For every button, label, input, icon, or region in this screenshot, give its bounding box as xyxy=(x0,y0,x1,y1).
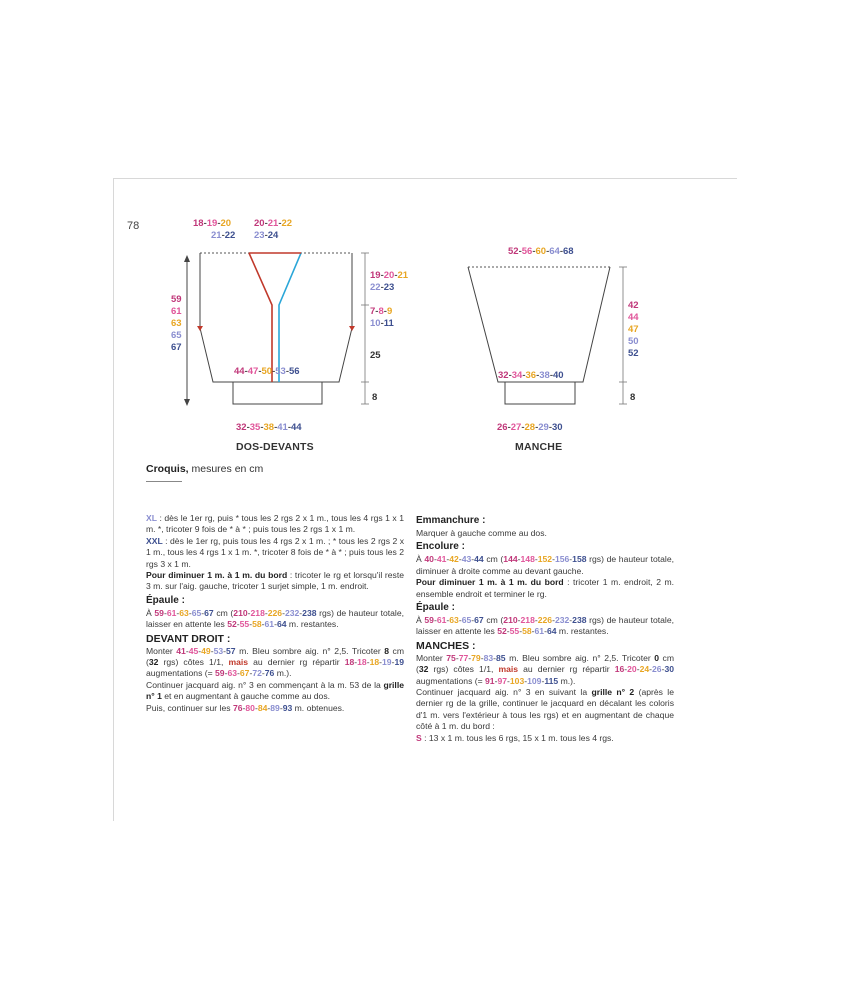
neckline-blue xyxy=(279,253,301,382)
shoulder-heading-right: Épaule : xyxy=(416,602,455,614)
decrease-paragraph: Pour diminuer 1 m. à 1 m. du bord : tricoter le rg et lorsqu'il reste 3 m. sur l'aig. gauche, tricoter 1 surjet simple, 1 m. endroit. xyxy=(146,570,404,592)
armhole-marker-left xyxy=(197,326,203,331)
sleeves-jacquard: Continuer jacquard aig. n° 3 en suivant la grille n° 2 (après le dernier rg de la grille, continuer le jacquard en décalant les coloris d'1 m. vers l'extérieur à tous les rgs) et en augmentant de chaque côté à 1 m. du bord : xyxy=(416,687,674,732)
label-top-left-b: 21-22 xyxy=(211,230,236,241)
sketch-caption: Croquis, mesures en cm xyxy=(146,463,264,475)
sleeve-height-xl: 50 xyxy=(628,336,639,347)
shoulder-heading: Épaule : xyxy=(146,594,185,606)
right-front-heading: DEVANT DROIT : xyxy=(146,632,231,645)
sleeve-height-l: 47 xyxy=(628,324,639,335)
body-outline xyxy=(200,253,352,404)
sleeve-schematic xyxy=(468,246,639,433)
neckline-red xyxy=(249,253,272,382)
label-bottom: 32-35-38-41-44 xyxy=(236,422,302,433)
back-front-schematic xyxy=(171,218,409,433)
height-l: 63 xyxy=(171,318,182,329)
label-cuff-top: 32-34-36-38-40 xyxy=(498,370,564,381)
label-top-right-a: 20-21-22 xyxy=(254,218,293,229)
decrease-paragraph-right: Pour diminuer 1 m. à 1 m. du bord : tricoter 1 m. endroit, 2 m. ensemble endroit et terminer le rg. xyxy=(416,577,675,599)
right-front-cast-on: Monter 41-45-49-53-57 m. Bleu sombre aig. n° 2,5. Tricoter 8 cm (32 rgs) côtes 1/1, mais au dernier rg répartir 18-18-18-19-19 augmentations (= 59-63-67-72-76 m.). xyxy=(146,645,405,679)
height-xl: 65 xyxy=(171,330,182,341)
armhole-marker-right xyxy=(349,326,355,331)
label-top-left-a: 18-19-20 xyxy=(193,218,232,229)
label-neck-b: 10-11 xyxy=(370,318,394,329)
label-armhole-a: 19-20-21 xyxy=(370,270,409,281)
label-sleeve-bottom: 26-27-28-29-30 xyxy=(497,422,563,433)
label-rib-height: 8 xyxy=(372,392,378,403)
sleeves-cast-on: Monter 75-77-79-83-85 m. Bleu sombre aig. n° 2,5. Tricoter 0 cm (32 rgs) côtes 1/1, mais au dernier rg répartir 16-20-24-26-30 augmentations (= 91-97-103-109-115 m.). xyxy=(416,652,675,686)
sleeves-heading: MANCHES : xyxy=(416,639,476,652)
height-m: 61 xyxy=(171,306,182,317)
label-chest: 44-47-50-53-56 xyxy=(234,366,300,377)
height-s: 59 xyxy=(171,294,182,305)
label-body-height: 25 xyxy=(370,350,381,361)
neckline-paragraph: À 40-41-42-43-44 cm (144-148-152-156-158 rgs) de hauteur totale, diminuer à droite comme au devant gauche. xyxy=(416,554,674,576)
right-column xyxy=(416,513,674,744)
sleeve-height-s: 42 xyxy=(628,300,639,311)
label-top-right-b: 23-24 xyxy=(254,230,279,241)
height-xxl: 67 xyxy=(171,342,182,353)
armhole-paragraph: Marquer à gauche comme au dos. xyxy=(416,528,547,538)
right-front-jacquard: Continuer jacquard aig. n° 3 en commençant à la m. 53 de la grille n° 1 et en augmentant à gauche comme au dos. xyxy=(146,679,404,702)
left-column xyxy=(146,513,404,714)
arrow-head-up xyxy=(184,255,190,262)
neckline-heading: Encolure : xyxy=(416,541,465,553)
sleeve-height-xxl: 52 xyxy=(628,348,639,359)
label-neck-a: 7-8-9 xyxy=(370,306,393,317)
label-sleeve-top: 52-56-60-64-68 xyxy=(508,246,574,257)
page-number: 78 xyxy=(127,220,140,232)
sleeve-outline xyxy=(468,267,610,404)
label-armhole-b: 22-23 xyxy=(370,282,395,293)
sleeve-rib-height: 8 xyxy=(630,392,636,403)
sleeve-title: MANCHE xyxy=(515,441,563,453)
shoulder-paragraph: À 59-61-63-65-67 cm (210-218-226-232-238 rgs) de hauteur totale, laisser en attente les 52-55-58-61-64 m. restantes. xyxy=(146,607,404,630)
right-front-continue: Puis, continuer sur les 76-80-84-89-93 m. obtenues. xyxy=(146,702,345,713)
sleeve-height-m: 44 xyxy=(628,312,639,323)
sleeves-increase-s: S : 13 x 1 m. tous les 6 rgs, 15 x 1 m. tous les 4 rgs. xyxy=(416,732,614,743)
caption-rule xyxy=(146,481,182,482)
xl-paragraph: XL : dès le 1er rg, puis * tous les 2 rgs 2 x 1 m., tous les 4 rgs 1 x 1 m. *, tricoter 9 fois de * à * ; puis tous les 2 rgs 1 x 1 m. xyxy=(146,513,404,535)
back-front-title: DOS-DEVANTS xyxy=(236,441,314,453)
armhole-heading: Emmanchure : xyxy=(416,515,486,526)
xxl-paragraph: XXL : dès le 1er rg, puis tous les 4 rgs 2 x 1 m. ; * tous les 2 rgs 2 x 1 m., tous les 4 rgs 1 x 1 m. *, tricoter 8 fois de * à * ; puis tous les 2 rgs 3 x 1 m. xyxy=(146,535,404,569)
shoulder-paragraph-right: À 59-61-63-65-67 cm (210-218-226-232-238 rgs) de hauteur totale, laisser en attente les 52-55-58-61-64 m. restantes. xyxy=(416,615,674,637)
arrow-head-down xyxy=(184,399,190,406)
